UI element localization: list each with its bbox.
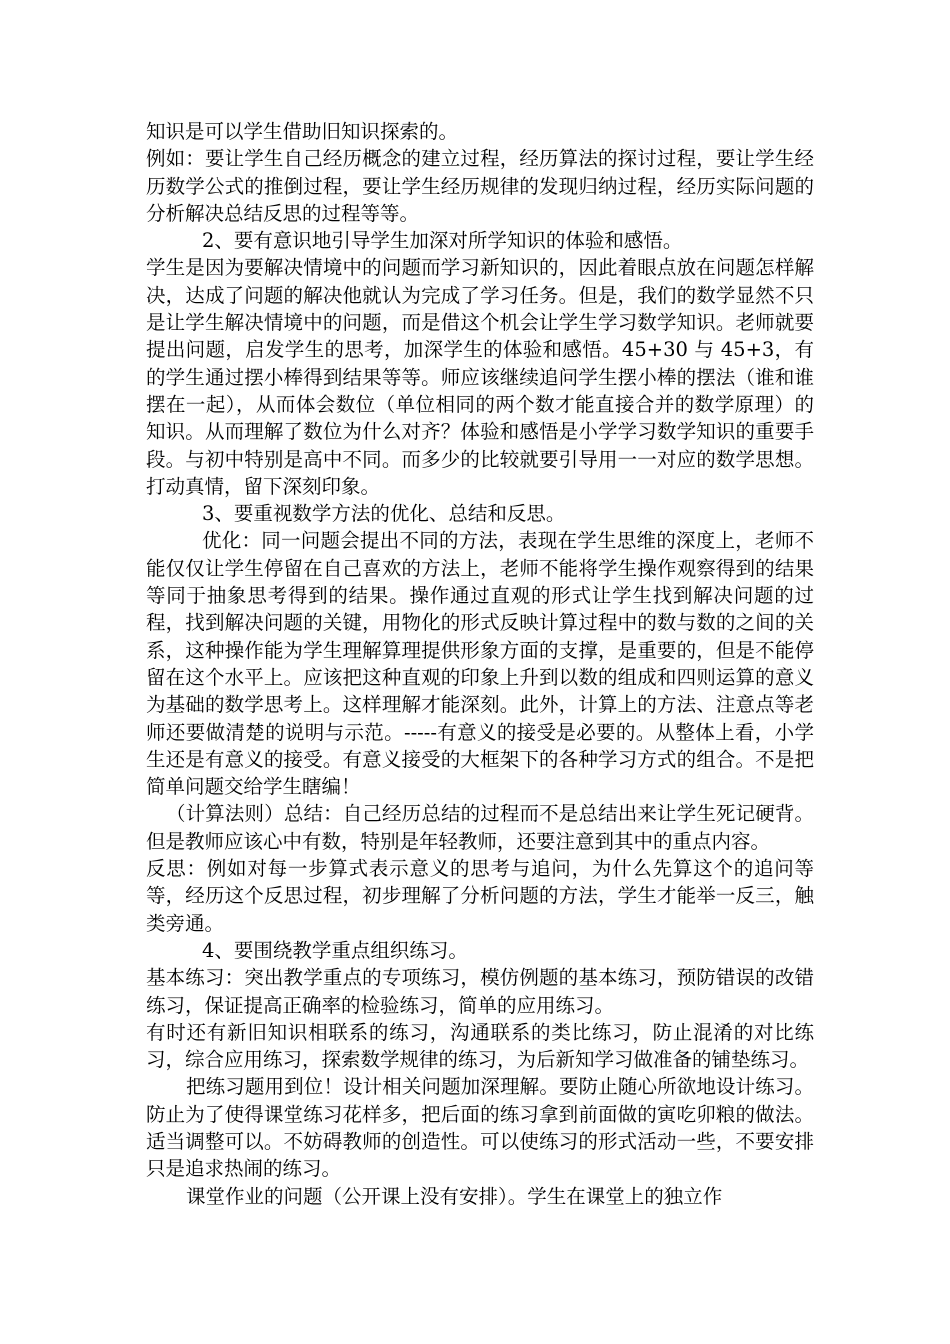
paragraph-optimization: 优化：同一问题会提出不同的方法，表现在学生思维的深度上，老师不能仅仅让学生停留在自己喜欢的方法上，老师不能将学生操作观察得到的结果等同于抽象思考得到的结果。操作通过直观的形式让学生找到解决问题的过程，找到解决问题的关键，用物化的形式反映计算过程中的数与数的之间的关系，这种操作能为学生理解算理提供形象方面的支撑，是重要的，但是不能停留在这个水平上。应该把这种直观的印象上升到以数的组成和四则运算的意义为基础的数学思考上。这样理解才能深刻。此外，计算上的方法、注意点等老师还要做清楚的说明与示范。-----有意义的接受是必要的。从整体上看，小学生还是有意义的接受。有意义接受的大框架下的各种学习方式的组合。不是把简单问题交给学生瞎编！ (146, 529, 814, 799)
document-page (146, 118, 814, 1210)
paragraph-other-practice: 有时还有新旧知识相联系的练习，沟通联系的类比练习，防止混淆的对比练习，综合应用练习，探索数学规律的练习，为后新知学习做准备的铺垫练习。 (146, 1020, 814, 1072)
paragraph-basic-practice: 基本练习：突出教学重点的专项练习，模仿例题的基本练习，预防错误的改错练习，保证提高正确率的检验练习，简单的应用练习。 (146, 966, 814, 1017)
paragraph-1: 知识是可以学生借助旧知识探索的。 (146, 120, 459, 143)
section-heading-2: 2、要有意识地引导学生加深对所学知识的体验和感悟。 (202, 229, 683, 253)
paragraph-2: 例如：要让学生自己经历概念的建立过程，经历算法的探讨过程，要让学生经历数学公式的推倒过程，要让学生经历规律的发现归纳过程，经历实际问题的分析解决总结反思的过程等等。 (146, 147, 814, 225)
paragraph-reflection: 反思：例如对每一步算式表示意义的思考与追问，为什么先算这个的追问等等，经历这个反思过程，初步理解了分析问题的方法，学生才能举一反三，触类旁通。 (146, 857, 814, 935)
paragraph-3: 学生是因为要解决情境中的问题而学习新知识的，因此着眼点放在问题怎样解决，达成了问题的解决他就认为完成了学习任务。但是，我们的数学显然不只是让学生解决情境中的问题，而是借这个机会让学生学习数学知识。老师就要提出问题，启发学生的思考，加深学生的体验和感悟。45+30 与 45+3，有的学生通过摆小棒得到结果等等。师应该继续追问学生摆小棒的摆法（谁和谁摆在一起），从而体会数位（单位相同的两个数才能直接合并的数学原理）的知识。从而理解了数位为什么对齐？体验和感悟是小学学习数学知识的重要手段。与初中特别是高中不同。而多少的比较就要引导用一一对应的数学思想。打动真情，留下深刻印象。 (146, 256, 814, 498)
paragraph-summary: （计算法则）总结：自己经历总结的过程而不是总结出来让学生死记硬背。但是教师应该心中有数，特别是年轻教师，还要注意到其中的重点内容。 (146, 802, 814, 853)
paragraph-use-exercises: 把练习题用到位！设计相关问题加深理解。要防止随心所欲地设计练习。防止为了使得课堂练习花样多，把后面的练习拿到前面做的寅吃卯粮的做法。适当调整可以。不妨碍教师的创造性。可以使练习的形式活动一些，不要安排只是追求热闹的练习。 (146, 1075, 814, 1181)
section-heading-4: 4、要围绕教学重点组织练习。 (202, 938, 468, 962)
section-heading-3: 3、要重视数学方法的优化、总结和反思。 (202, 502, 566, 526)
paragraph-classwork: 课堂作业的问题（公开课上没有安排）。学生在课堂上的独立作 (186, 1184, 723, 1208)
